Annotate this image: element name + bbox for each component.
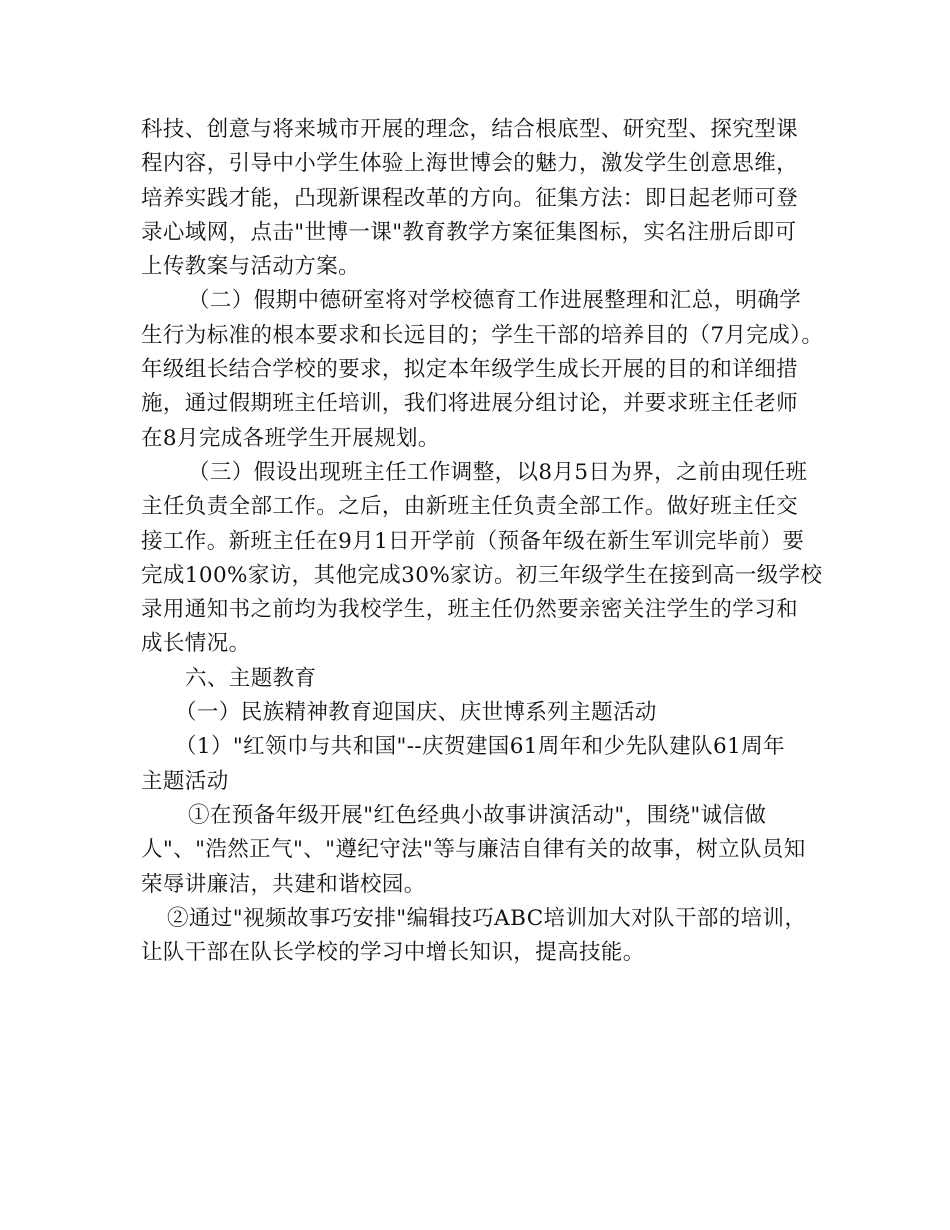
text-line: 成长情况。 [141,631,251,657]
paragraph-first-line: （二）假期中德研室将对学校德育工作进展整理和汇总，明确学 [188,288,802,314]
item-heading: （1）"红领巾与共和国"--庆贺建国61周年和少先队建队61周年 [175,734,786,760]
text-line: 生行为标准的根本要求和长远目的；学生干部的培养目的（7月完成）。 [141,322,824,348]
text-line: 录用通知书之前均为我校学生，班主任仍然要亲密关注学生的学习和 [141,597,799,623]
subsection-heading: （一）民族精神教育迎国庆、庆世博系列主题活动 [175,700,657,726]
text-line: 人"、"浩然正气"、"遵纪守法"等与廉洁自律有关的故事，树立队员知 [141,837,806,863]
text-line: 主任负责全部工作。之后，由新班主任负责全部工作。做好班主任交 [141,494,799,520]
text-line: 让队干部在队长学校的学习中增长知识，提高技能。 [141,940,645,966]
section-heading: 六、主题教育 [185,665,317,691]
text-line: 程内容，引导中小学生体验上海世博会的魅力，激发学生创意思维， [141,151,799,177]
text-line: 接工作。新班主任在9月1日开学前（预备年级在新生军训完毕前）要 [141,528,805,554]
text-line: 施，通过假期班主任培训，我们将进展分组讨论，并要求班主任老师 [141,391,799,417]
text-line: 完成100%家访，其他完成30%家访。初三年级学生在接到高一级学校 [141,562,823,588]
list-item-first-line: ②通过"视频故事巧安排"编辑技巧ABC培训加大对队干部的培训， [167,905,807,931]
text-line: 上传教案与活动方案。 [141,254,361,280]
list-item-first-line: ①在预备年级开展"红色经典小故事讲演活动"，围绕"诚信做 [188,802,767,828]
text-line: 培养实践才能，凸现新课程改革的方向。征集方法：即日起老师可登 [141,185,799,211]
text-line: 荣辱讲廉洁，共建和谐校园。 [141,871,426,897]
text-line: 在8月完成各班学生开展规划。 [141,425,440,451]
text-line: 科技、创意与将来城市开展的理念，结合根底型、研究型、探究型课 [141,117,799,142]
paragraph-first-line: （三）假设出现班主任工作调整，以8月5日为界，之前由现任班 [188,459,808,485]
text-line: 年级组长结合学校的要求，拟定本年级学生成长开展的目的和详细措 [141,357,799,383]
text-line: 主题活动 [141,768,229,794]
document-body [141,113,824,970]
text-line: 录心域网，点击"世博一课"教育教学方案征集图标，实名注册后即可 [141,219,797,245]
